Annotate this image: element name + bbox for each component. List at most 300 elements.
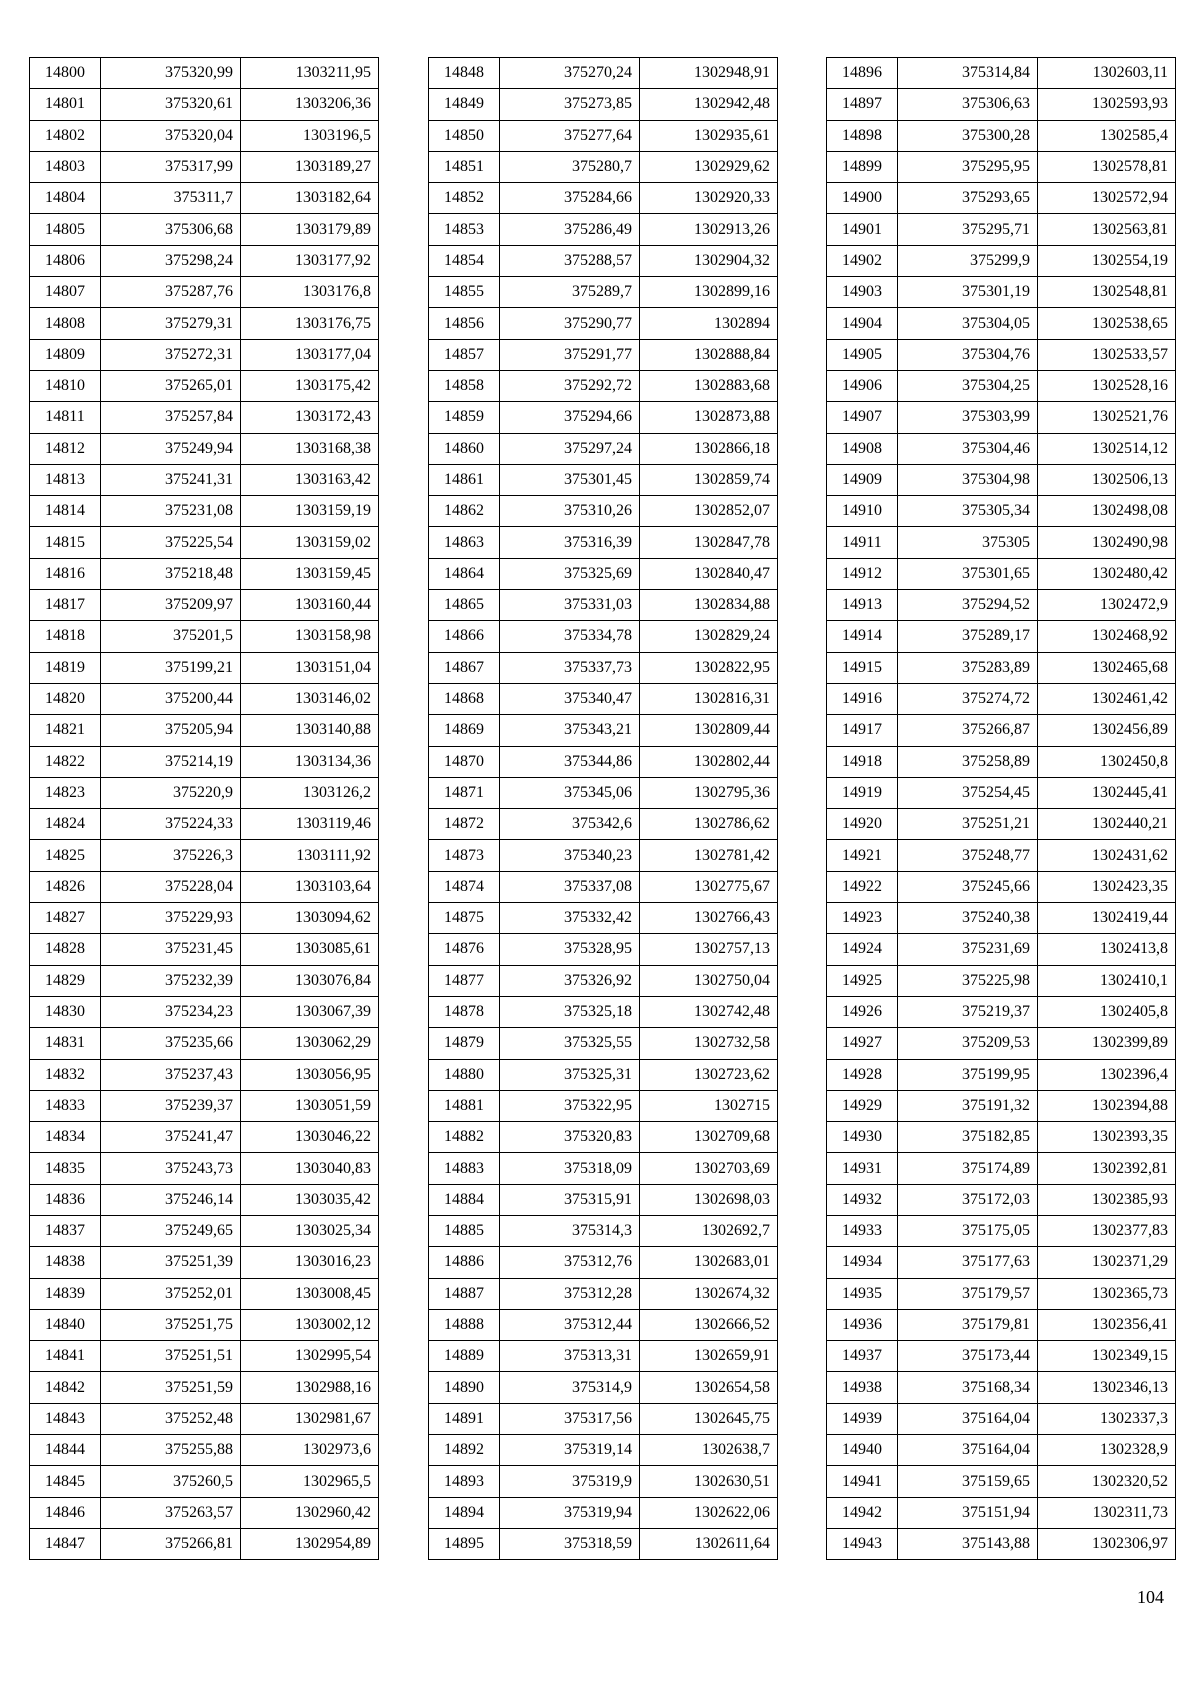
point-number-cell: 14884 <box>429 1184 500 1215</box>
table-row <box>30 308 379 339</box>
table-row <box>30 746 379 777</box>
y-coordinate-cell: 1302709,68 <box>640 1122 778 1153</box>
y-coordinate-cell: 1302337,3 <box>1038 1403 1176 1434</box>
x-coordinate-cell: 375199,21 <box>101 652 241 683</box>
x-coordinate-cell: 375254,45 <box>898 777 1038 808</box>
table-row <box>30 370 379 401</box>
y-coordinate-cell: 1302920,33 <box>640 183 778 214</box>
y-coordinate-cell: 1302538,65 <box>1038 308 1176 339</box>
table-row <box>827 214 1176 245</box>
x-coordinate-cell: 375310,26 <box>500 496 640 527</box>
table-row <box>827 1059 1176 1090</box>
point-number-cell: 14914 <box>827 621 898 652</box>
x-coordinate-cell: 375255,88 <box>101 1435 241 1466</box>
point-number-cell: 14813 <box>30 464 101 495</box>
y-coordinate-cell: 1302698,03 <box>640 1184 778 1215</box>
x-coordinate-cell: 375231,08 <box>101 496 241 527</box>
table-row <box>30 151 379 182</box>
x-coordinate-cell: 375313,31 <box>500 1341 640 1372</box>
y-coordinate-cell: 1302306,97 <box>1038 1528 1176 1559</box>
y-coordinate-cell: 1302572,94 <box>1038 183 1176 214</box>
y-coordinate-cell: 1302757,13 <box>640 934 778 965</box>
y-coordinate-cell: 1302645,75 <box>640 1403 778 1434</box>
table-row <box>827 1372 1176 1403</box>
y-coordinate-cell: 1303159,02 <box>241 527 379 558</box>
x-coordinate-cell: 375340,47 <box>500 683 640 714</box>
point-number-cell: 14922 <box>827 871 898 902</box>
x-coordinate-cell: 375303,99 <box>898 402 1038 433</box>
point-number-cell: 14910 <box>827 496 898 527</box>
table-row <box>827 746 1176 777</box>
table-row <box>429 715 778 746</box>
y-coordinate-cell: 1302528,16 <box>1038 370 1176 401</box>
y-coordinate-cell: 1303119,46 <box>241 809 379 840</box>
x-coordinate-cell: 375229,93 <box>101 903 241 934</box>
table-row <box>429 527 778 558</box>
x-coordinate-cell: 375316,39 <box>500 527 640 558</box>
x-coordinate-cell: 375340,23 <box>500 840 640 871</box>
table-row <box>30 1309 379 1340</box>
point-number-cell: 14908 <box>827 433 898 464</box>
table-row <box>827 871 1176 902</box>
point-number-cell: 14810 <box>30 370 101 401</box>
point-number-cell: 14873 <box>429 840 500 871</box>
y-coordinate-cell: 1303025,34 <box>241 1215 379 1246</box>
point-number-cell: 14814 <box>30 496 101 527</box>
y-coordinate-cell: 1303175,42 <box>241 370 379 401</box>
point-number-cell: 14890 <box>429 1372 500 1403</box>
table-row <box>827 1153 1176 1184</box>
point-number-cell: 14938 <box>827 1372 898 1403</box>
table-row <box>429 840 778 871</box>
y-coordinate-cell: 1303103,64 <box>241 871 379 902</box>
table-row <box>429 996 778 1027</box>
y-coordinate-cell: 1303176,8 <box>241 277 379 308</box>
x-coordinate-cell: 375172,03 <box>898 1184 1038 1215</box>
point-number-cell: 14916 <box>827 683 898 714</box>
y-coordinate-cell: 1302847,78 <box>640 527 778 558</box>
table-row <box>30 183 379 214</box>
table-row <box>429 652 778 683</box>
point-number-cell: 14875 <box>429 903 500 934</box>
y-coordinate-cell: 1303168,38 <box>241 433 379 464</box>
table-row <box>429 1215 778 1246</box>
table-row <box>429 777 778 808</box>
point-number-cell: 14881 <box>429 1090 500 1121</box>
point-number-cell: 14828 <box>30 934 101 965</box>
point-number-cell: 14937 <box>827 1341 898 1372</box>
y-coordinate-cell: 1302786,62 <box>640 809 778 840</box>
table-row <box>429 1435 778 1466</box>
point-number-cell: 14862 <box>429 496 500 527</box>
point-number-cell: 14823 <box>30 777 101 808</box>
point-number-cell: 14934 <box>827 1247 898 1278</box>
x-coordinate-cell: 375299,9 <box>898 245 1038 276</box>
point-number-cell: 14854 <box>429 245 500 276</box>
point-number-cell: 14807 <box>30 277 101 308</box>
y-coordinate-cell: 1302683,01 <box>640 1247 778 1278</box>
x-coordinate-cell: 375225,54 <box>101 527 241 558</box>
y-coordinate-cell: 1302630,51 <box>640 1466 778 1497</box>
table-row <box>30 715 379 746</box>
y-coordinate-cell: 1302498,08 <box>1038 496 1176 527</box>
point-number-cell: 14863 <box>429 527 500 558</box>
table-row <box>30 558 379 589</box>
table-row <box>30 809 379 840</box>
table-row <box>30 464 379 495</box>
y-coordinate-cell: 1303111,92 <box>241 840 379 871</box>
x-coordinate-cell: 375258,89 <box>898 746 1038 777</box>
x-coordinate-cell: 375243,73 <box>101 1153 241 1184</box>
x-coordinate-cell: 375251,51 <box>101 1341 241 1372</box>
x-coordinate-cell: 375209,53 <box>898 1028 1038 1059</box>
y-coordinate-cell: 1303002,12 <box>241 1309 379 1340</box>
x-coordinate-cell: 375325,31 <box>500 1059 640 1090</box>
x-coordinate-cell: 375200,44 <box>101 683 241 714</box>
y-coordinate-cell: 1303008,45 <box>241 1278 379 1309</box>
point-number-cell: 14926 <box>827 996 898 1027</box>
table-row <box>827 433 1176 464</box>
table-row <box>827 245 1176 276</box>
point-number-cell: 14901 <box>827 214 898 245</box>
x-coordinate-cell: 375228,04 <box>101 871 241 902</box>
table-row <box>429 683 778 714</box>
table-row <box>827 1528 1176 1559</box>
point-number-cell: 14932 <box>827 1184 898 1215</box>
y-coordinate-cell: 1302480,42 <box>1038 558 1176 589</box>
table-row <box>827 652 1176 683</box>
x-coordinate-cell: 375241,31 <box>101 464 241 495</box>
x-coordinate-cell: 375301,19 <box>898 277 1038 308</box>
y-coordinate-cell: 1303206,36 <box>241 89 379 120</box>
x-coordinate-cell: 375270,24 <box>500 58 640 89</box>
point-number-cell: 14866 <box>429 621 500 652</box>
table-row <box>827 1090 1176 1121</box>
x-coordinate-cell: 375342,6 <box>500 809 640 840</box>
y-coordinate-cell: 1302413,8 <box>1038 934 1176 965</box>
table-row <box>429 1278 778 1309</box>
table-row <box>827 809 1176 840</box>
point-number-cell: 14805 <box>30 214 101 245</box>
point-number-cell: 14834 <box>30 1122 101 1153</box>
table-row <box>827 777 1176 808</box>
point-number-cell: 14848 <box>429 58 500 89</box>
point-number-cell: 14832 <box>30 1059 101 1090</box>
y-coordinate-cell: 1302563,81 <box>1038 214 1176 245</box>
table-row <box>429 903 778 934</box>
y-coordinate-cell: 1302320,52 <box>1038 1466 1176 1497</box>
point-number-cell: 14891 <box>429 1403 500 1434</box>
x-coordinate-cell: 375159,65 <box>898 1466 1038 1497</box>
point-number-cell: 14855 <box>429 277 500 308</box>
y-coordinate-cell: 1303056,95 <box>241 1059 379 1090</box>
y-coordinate-cell: 1302883,68 <box>640 370 778 401</box>
table-row <box>827 308 1176 339</box>
y-coordinate-cell: 1302766,43 <box>640 903 778 934</box>
table-row <box>429 1466 778 1497</box>
y-coordinate-cell: 1303159,45 <box>241 558 379 589</box>
x-coordinate-cell: 375164,04 <box>898 1403 1038 1434</box>
table-row <box>429 871 778 902</box>
y-coordinate-cell: 1302935,61 <box>640 120 778 151</box>
x-coordinate-cell: 375301,45 <box>500 464 640 495</box>
y-coordinate-cell: 1302394,88 <box>1038 1090 1176 1121</box>
point-number-cell: 14830 <box>30 996 101 1027</box>
table-row <box>827 89 1176 120</box>
x-coordinate-cell: 375314,84 <box>898 58 1038 89</box>
point-number-cell: 14943 <box>827 1528 898 1559</box>
x-coordinate-cell: 375277,64 <box>500 120 640 151</box>
x-coordinate-cell: 375173,44 <box>898 1341 1038 1372</box>
table-row <box>429 809 778 840</box>
table-row <box>827 527 1176 558</box>
y-coordinate-cell: 1302822,95 <box>640 652 778 683</box>
x-coordinate-cell: 375319,94 <box>500 1497 640 1528</box>
x-coordinate-cell: 375290,77 <box>500 308 640 339</box>
x-coordinate-cell: 375266,81 <box>101 1528 241 1559</box>
x-coordinate-cell: 375311,7 <box>101 183 241 214</box>
x-coordinate-cell: 375320,04 <box>101 120 241 151</box>
table-row <box>429 58 778 89</box>
x-coordinate-cell: 375245,66 <box>898 871 1038 902</box>
y-coordinate-cell: 1302461,42 <box>1038 683 1176 714</box>
table-row <box>827 715 1176 746</box>
table-row <box>429 934 778 965</box>
point-number-cell: 14856 <box>429 308 500 339</box>
point-number-cell: 14889 <box>429 1341 500 1372</box>
y-coordinate-cell: 1302795,36 <box>640 777 778 808</box>
table-row <box>30 1497 379 1528</box>
point-number-cell: 14857 <box>429 339 500 370</box>
point-number-cell: 14921 <box>827 840 898 871</box>
point-number-cell: 14835 <box>30 1153 101 1184</box>
table-row <box>30 996 379 1027</box>
table-row <box>429 89 778 120</box>
table-row <box>30 1215 379 1246</box>
point-number-cell: 14885 <box>429 1215 500 1246</box>
x-coordinate-cell: 375337,08 <box>500 871 640 902</box>
table-row <box>30 1528 379 1559</box>
point-number-cell: 14886 <box>429 1247 500 1278</box>
x-coordinate-cell: 375199,95 <box>898 1059 1038 1090</box>
table-row <box>30 527 379 558</box>
y-coordinate-cell: 1302585,4 <box>1038 120 1176 151</box>
y-coordinate-cell: 1302514,12 <box>1038 433 1176 464</box>
x-coordinate-cell: 375318,59 <box>500 1528 640 1559</box>
table-row <box>30 1122 379 1153</box>
point-number-cell: 14896 <box>827 58 898 89</box>
point-number-cell: 14880 <box>429 1059 500 1090</box>
x-coordinate-cell: 375334,78 <box>500 621 640 652</box>
x-coordinate-cell: 375314,3 <box>500 1215 640 1246</box>
y-coordinate-cell: 1302913,26 <box>640 214 778 245</box>
table-row <box>30 840 379 871</box>
x-coordinate-cell: 375283,89 <box>898 652 1038 683</box>
y-coordinate-cell: 1302356,41 <box>1038 1309 1176 1340</box>
point-number-cell: 14895 <box>429 1528 500 1559</box>
point-number-cell: 14939 <box>827 1403 898 1434</box>
y-coordinate-cell: 1302834,88 <box>640 590 778 621</box>
table-row <box>429 1341 778 1372</box>
point-number-cell: 14847 <box>30 1528 101 1559</box>
point-number-cell: 14897 <box>827 89 898 120</box>
y-coordinate-cell: 1303176,75 <box>241 308 379 339</box>
x-coordinate-cell: 375306,68 <box>101 214 241 245</box>
point-number-cell: 14839 <box>30 1278 101 1309</box>
x-coordinate-cell: 375143,88 <box>898 1528 1038 1559</box>
table-row <box>827 464 1176 495</box>
x-coordinate-cell: 375239,37 <box>101 1090 241 1121</box>
point-number-cell: 14876 <box>429 934 500 965</box>
x-coordinate-cell: 375220,9 <box>101 777 241 808</box>
table-row <box>827 1122 1176 1153</box>
table-row <box>30 683 379 714</box>
x-coordinate-cell: 375312,44 <box>500 1309 640 1340</box>
y-coordinate-cell: 1303134,36 <box>241 746 379 777</box>
table-row <box>30 402 379 433</box>
x-coordinate-cell: 375273,85 <box>500 89 640 120</box>
table-row <box>827 621 1176 652</box>
point-number-cell: 14874 <box>429 871 500 902</box>
y-coordinate-cell: 1303040,83 <box>241 1153 379 1184</box>
table-row <box>30 433 379 464</box>
y-coordinate-cell: 1302703,69 <box>640 1153 778 1184</box>
y-coordinate-cell: 1302965,5 <box>241 1466 379 1497</box>
point-number-cell: 14846 <box>30 1497 101 1528</box>
table-row <box>827 1309 1176 1340</box>
table-row <box>429 120 778 151</box>
point-number-cell: 14851 <box>429 151 500 182</box>
y-coordinate-cell: 1302732,58 <box>640 1028 778 1059</box>
table-row <box>827 840 1176 871</box>
table-row <box>30 496 379 527</box>
point-number-cell: 14865 <box>429 590 500 621</box>
x-coordinate-cell: 375209,97 <box>101 590 241 621</box>
point-number-cell: 14909 <box>827 464 898 495</box>
x-coordinate-cell: 375240,38 <box>898 903 1038 934</box>
x-coordinate-cell: 375345,06 <box>500 777 640 808</box>
y-coordinate-cell: 1302371,29 <box>1038 1247 1176 1278</box>
y-coordinate-cell: 1302666,52 <box>640 1309 778 1340</box>
y-coordinate-cell: 1302603,11 <box>1038 58 1176 89</box>
y-coordinate-cell: 1302506,13 <box>1038 464 1176 495</box>
y-coordinate-cell: 1303151,04 <box>241 652 379 683</box>
y-coordinate-cell: 1302659,91 <box>640 1341 778 1372</box>
x-coordinate-cell: 375234,23 <box>101 996 241 1027</box>
y-coordinate-cell: 1302981,67 <box>241 1403 379 1434</box>
x-coordinate-cell: 375151,94 <box>898 1497 1038 1528</box>
y-coordinate-cell: 1302973,6 <box>241 1435 379 1466</box>
point-number-cell: 14831 <box>30 1028 101 1059</box>
point-number-cell: 14882 <box>429 1122 500 1153</box>
table-row <box>827 496 1176 527</box>
y-coordinate-cell: 1302948,91 <box>640 58 778 89</box>
point-number-cell: 14806 <box>30 245 101 276</box>
y-coordinate-cell: 1302715 <box>640 1090 778 1121</box>
x-coordinate-cell: 375257,84 <box>101 402 241 433</box>
point-number-cell: 14917 <box>827 715 898 746</box>
y-coordinate-cell: 1303160,44 <box>241 590 379 621</box>
x-coordinate-cell: 375252,01 <box>101 1278 241 1309</box>
y-coordinate-cell: 1303046,22 <box>241 1122 379 1153</box>
table-row <box>827 1247 1176 1278</box>
y-coordinate-cell: 1302809,44 <box>640 715 778 746</box>
x-coordinate-cell: 375252,48 <box>101 1403 241 1434</box>
point-number-cell: 14819 <box>30 652 101 683</box>
y-coordinate-cell: 1302405,8 <box>1038 996 1176 1027</box>
table-row <box>30 58 379 89</box>
table-row <box>30 214 379 245</box>
point-number-cell: 14899 <box>827 151 898 182</box>
point-number-cell: 14900 <box>827 183 898 214</box>
x-coordinate-cell: 375315,91 <box>500 1184 640 1215</box>
y-coordinate-cell: 1303179,89 <box>241 214 379 245</box>
point-number-cell: 14915 <box>827 652 898 683</box>
point-number-cell: 14836 <box>30 1184 101 1215</box>
y-coordinate-cell: 1302365,73 <box>1038 1278 1176 1309</box>
point-number-cell: 14822 <box>30 746 101 777</box>
y-coordinate-cell: 1302622,06 <box>640 1497 778 1528</box>
point-number-cell: 14840 <box>30 1309 101 1340</box>
point-number-cell: 14820 <box>30 683 101 714</box>
x-coordinate-cell: 375177,63 <box>898 1247 1038 1278</box>
table-row <box>429 1059 778 1090</box>
point-number-cell: 14893 <box>429 1466 500 1497</box>
point-number-cell: 14849 <box>429 89 500 120</box>
y-coordinate-cell: 1302840,47 <box>640 558 778 589</box>
y-coordinate-cell: 1302393,35 <box>1038 1122 1176 1153</box>
y-coordinate-cell: 1302490,98 <box>1038 527 1176 558</box>
x-coordinate-cell: 375248,77 <box>898 840 1038 871</box>
y-coordinate-cell: 1302396,4 <box>1038 1059 1176 1090</box>
x-coordinate-cell: 375304,76 <box>898 339 1038 370</box>
y-coordinate-cell: 1303076,84 <box>241 965 379 996</box>
point-number-cell: 14918 <box>827 746 898 777</box>
point-number-cell: 14838 <box>30 1247 101 1278</box>
table-row <box>30 590 379 621</box>
table-row <box>827 339 1176 370</box>
y-coordinate-cell: 1302781,42 <box>640 840 778 871</box>
y-coordinate-cell: 1302521,76 <box>1038 402 1176 433</box>
x-coordinate-cell: 375312,28 <box>500 1278 640 1309</box>
y-coordinate-cell: 1303140,88 <box>241 715 379 746</box>
y-coordinate-cell: 1302578,81 <box>1038 151 1176 182</box>
y-coordinate-cell: 1303182,64 <box>241 183 379 214</box>
y-coordinate-cell: 1302904,32 <box>640 245 778 276</box>
table-row <box>429 1528 778 1559</box>
point-number-cell: 14888 <box>429 1309 500 1340</box>
point-number-cell: 14829 <box>30 965 101 996</box>
point-number-cell: 14812 <box>30 433 101 464</box>
table-row <box>827 183 1176 214</box>
table-row <box>827 1184 1176 1215</box>
table-row <box>30 652 379 683</box>
y-coordinate-cell: 1303177,04 <box>241 339 379 370</box>
x-coordinate-cell: 375279,31 <box>101 308 241 339</box>
y-coordinate-cell: 1302423,35 <box>1038 871 1176 902</box>
x-coordinate-cell: 375175,05 <box>898 1215 1038 1246</box>
point-number-cell: 14844 <box>30 1435 101 1466</box>
x-coordinate-cell: 375286,49 <box>500 214 640 245</box>
table-row <box>30 1184 379 1215</box>
y-coordinate-cell: 1302894 <box>640 308 778 339</box>
point-number-cell: 14801 <box>30 89 101 120</box>
x-coordinate-cell: 375304,05 <box>898 308 1038 339</box>
table-row <box>429 1153 778 1184</box>
y-coordinate-cell: 1302410,1 <box>1038 965 1176 996</box>
point-number-cell: 14804 <box>30 183 101 214</box>
x-coordinate-cell: 375289,7 <box>500 277 640 308</box>
